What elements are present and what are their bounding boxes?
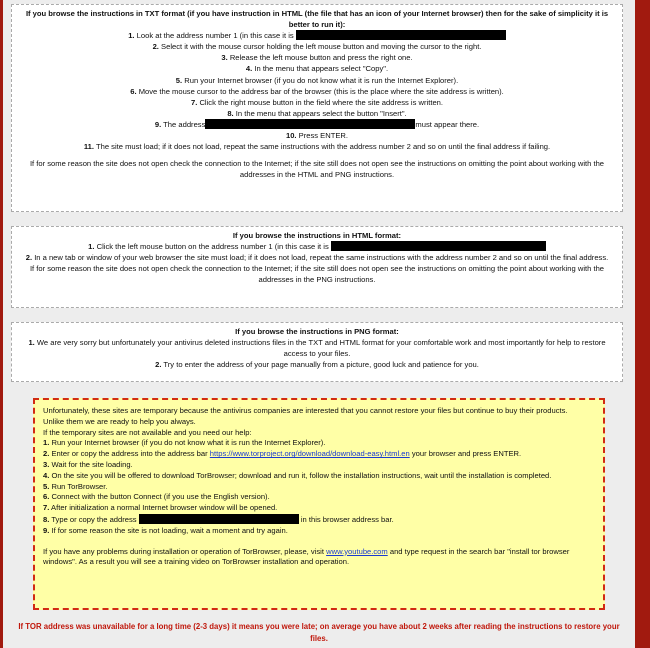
txt-step-8: In the menu that appears select the button "Insert". — [235, 108, 407, 118]
txt-step-10: Press ENTER. — [298, 131, 349, 141]
redacted-address — [139, 514, 299, 524]
redacted-address — [331, 241, 546, 251]
torproject-link[interactable]: https://www.torproject.org/download/download-easy.html.en — [209, 449, 410, 459]
tor-step-8: Type or copy the address — [51, 514, 137, 524]
txt-note: If for some reason the site does not open check the connection to the Internet; if the site still does not open see the instructions on omitting the point about working with the addresses in the HTML and PNG instructions. — [29, 159, 605, 180]
txt-step-9: The address — [163, 119, 206, 129]
txt-step-6: Move the mouse cursor to the address bar of the browser (this is the place where the site address is written). — [138, 86, 504, 96]
tor-help-text: If you have any problems during installation or operation of TorBrowser, please, visit www.youtube.com and type request in the search bar "install tor browser windows". As a result you will see a training video on TorBrowser installation and operation. — [43, 546, 570, 567]
instructions-page — [3, 0, 635, 648]
txt-step-4: In the menu that appears select "Copy". — [254, 64, 389, 74]
txt-header: If you browse the instructions in TXT format (if you have instruction in HTML (the file that has an icon of your Internet browser) then for the sake of simplicity it is better to run it): — [25, 9, 609, 30]
html-step-1: Click the left mouse button on the address number 1 (in this case it is — [96, 242, 329, 252]
txt-step-2: Select it with the mouse cursor holding the left mouse button and moving the cursor to the right. — [161, 42, 482, 52]
html-header: If you browse the instructions in HTML format: — [232, 231, 402, 240]
tor-help-box: Unfortunately, these sites are temporary because the antivirus companies are interested that you cannot restore your files but continue to buy their products. Unlike them we are ready to help you always. If the temporary sites are not available and you need our help: 1. Run your Internet browser (if you do not know what it is run the Internet Explorer). 2. Enter or copy the address into the address bar https://www.torproject.org/download/download-easy.html.en your browser and press ENTER. 3. Wait for the site loading. 4. On the site you will be offered to download TorBrowser; download and run it, follow the installation instructions, wait until the installation is completed. 5. Run TorBrowser. 6. Connect with the button Connect (if you use the English version). 7. After initialization a normal Internet browser window will be opened. 8. Type or copy the address in this browser address bar. 9. If for some reason the site is not loading, wait a moment and try again. If you have any problems during installation or operation of TorBrowser, please, visit www.youtube.com and type request in the search bar "install tor browser windows". As a result you will see a training video on TorBrowser installation and operation. — [33, 398, 605, 610]
txt-step-5: Run your Internet browser (if you do not know what it is run the Internet Explorer). — [184, 75, 459, 85]
tor-step-4: On the site you will be offered to download TorBrowser; download and run it, follow the installation instructions, wait until the installation is completed. — [51, 470, 552, 480]
png-instructions-box: If you browse the instructions in PNG format: 1. We are very sorry but unfortunately your antivirus deleted instructions files in the TXT and HTML format for your comfortable work and most importantly for help to restore access to your files. 2. Try to enter the address of your page manually from a picture, good luck and patience for you. — [11, 322, 623, 382]
redacted-address — [296, 30, 506, 40]
tor-step-5: Run TorBrowser. — [51, 481, 108, 491]
html-instructions-box: If you browse the instructions in HTML format: 1. Click the left mouse button on the address number 1 (in this case it is 2. In a new tab or window of your web browser the site must load; if it does not load, repeat the same instructions with the address number 2 and so on until the final address. If for some reason the site does not open check the connection to the Internet; if the site still does not open see the instructions on omitting the point about working with the addresses in the PNG instructions. — [11, 226, 623, 308]
tor-step-9: If for some reason the site is not loading, wait a moment and try again. — [51, 525, 288, 535]
deadline-warning: If TOR address was unavailable for a long time (2-3 days) it means you were late; on average you have about 2 weeks after reading the instructions to restore your files. — [18, 622, 620, 643]
png-step-2: Try to enter the address of your page manually from a picture, good luck and patience for you. — [163, 360, 479, 370]
tor-step-3: Wait for the site loading. — [51, 459, 133, 469]
tor-step-1: Run your Internet browser (if you do not know what it is run the Internet Explorer). — [51, 438, 326, 448]
txt-step-7: Click the right mouse button in the field where the site address is written. — [199, 97, 443, 107]
tor-intro: Unfortunately, these sites are temporary because the antivirus companies are interested that you cannot restore your files but continue to buy their products. — [43, 406, 568, 415]
png-header: If you browse the instructions in PNG format: — [235, 327, 399, 336]
png-step-1: We are very sorry but unfortunately your antivirus deleted instructions files in the TXT and HTML format for your comfortable work and most importantly for help to restore access to your files. — [36, 338, 606, 359]
tor-step-6: Connect with the button Connect (if you use the English version). — [51, 492, 270, 502]
txt-instructions-box: If you browse the instructions in TXT format (if you have instruction in HTML (the file that has an icon of your Internet browser) then for the sake of simplicity it is better to run it): 1. Look at the address number 1 (in this case it is 2. Select it with the mouse cursor holding the left mouse button and moving the cursor to the right. 3. Release the left mouse button and press the right one. 4. In the menu that appears select "Copy". 5. Run your Internet browser (if you do not know what it is run the Internet Explorer). 6. Move the mouse cursor to the address bar of the browser (this is the place where the site address is written). 7. Click the right mouse button in the field where the site address is written. 8. In the menu that appears select the button "Insert". 9. The address must appear there. 10. Press ENTER. 11. The site must load; if it does not load, repeat the same instructions with the address number 2 and so on until the final address if failing. If for some reason the site does not open check the connection to the Internet; if the site still does not open see the instructions on omitting the point about working with the addresses in the HTML and PNG instructions. — [11, 4, 623, 212]
tor-step-7: After initialization a normal Internet browser window will be opened. — [51, 503, 278, 513]
youtube-link[interactable]: www.youtube.com — [326, 546, 388, 556]
tor-unlike: Unlike them we are ready to help you always. — [43, 416, 196, 426]
tor-need-help: If the temporary sites are not available and you need our help: — [43, 427, 252, 437]
txt-step-11: The site must load; if it does not load, repeat the same instructions with the address number 2 and so on until the final address if failing. — [95, 142, 551, 152]
html-step-2: In a new tab or window of your web browser the site must load; if it does not load, repeat the same instructions with the address number 2 and so on until the final address. — [34, 253, 609, 263]
html-note: If for some reason the site does not open check the connection to the Internet; if the site still does not open see the instructions on omitting the point about working with the addresses in the PNG instructions. — [29, 264, 605, 285]
txt-step-3: Release the left mouse button and press the right one. — [229, 53, 413, 63]
txt-step-1: Look at the address number 1 (in this case it is — [136, 31, 294, 41]
tor-step-2: Enter or copy the address into the address bar — [51, 449, 208, 459]
redacted-address — [205, 119, 415, 129]
